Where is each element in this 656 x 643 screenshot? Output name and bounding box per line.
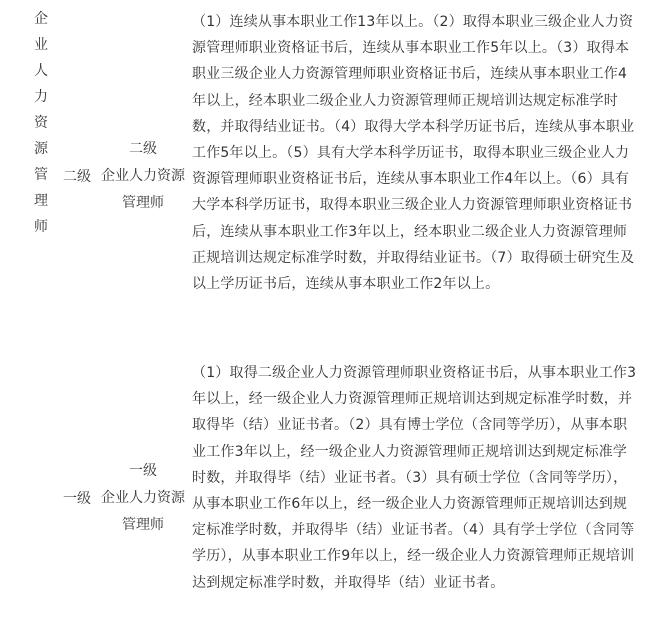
title-line: 管理师 (122, 195, 164, 211)
occupation-name-column (28, 6, 54, 240)
occupation-char: 资 (34, 115, 48, 131)
occupation-char: 业 (34, 37, 48, 53)
title-cell-2 (96, 136, 190, 217)
title-line: 管理师 (122, 517, 164, 533)
title-line: 企业人力资源 (101, 490, 185, 506)
requirements-cell-2: （1）连续从事本职业工作13年以上。（2）取得本职业三级企业人力资源管理师职业资格证书后，连续从事本职业工作5年以上。（3）取得本职业三级企业人力资源管理师职业资格证书后，连续从事本职业工作4年以上，经本职业二级企业人力资源管理师正规培训达规定标准学时数，并取得结业证书。（4）取得大学本科学历证书后，连续从事本职业工作5年以上。（5）具有大学本科学历证书，取得本职业三级企业人力资源管理师职业资格证书后，连续从事本职业工作4年以上。（6）具有大学本科学历证书，取得本职业三级企业人力资源管理师职业资格证书后，连续从事本职业工作3年以上，经本职业二级企业人力资源管理师正规培训达规定标准学时数，并取得结业证书。（7）取得硕士研究生及以上学历证书后，连续从事本职业工作2年以上。 (192, 14, 635, 293)
requirements-cell-1: （1）取得二级企业人力资源管理师职业资格证书后，从事本职业工作3年以上，经一级企业人力资源管理师正规培训达到规定标准学时数，并取得毕（结）业证书者。（2）具有博士学位（含同等学历），从事本职业工作3年以上，经一级企业人力资源管理师正规培训达到规定标准学时数，并取得毕（结）业证书者。（3）具有硕士学位（含同等学历），从事本职业工作6年以上，经一级企业人力资源管理师正规培训达到规定标准学时数，并取得毕（结）业证书者。（4）具有学士学位（含同等学历），从事本职业工作9年以上，经一级企业人力资源管理师正规培训达到规定标准学时数，并取得毕（结）业证书者。 (192, 365, 637, 591)
title-cell-1 (96, 458, 190, 539)
occupation-char: 企 (34, 11, 48, 27)
level-label-1: 一级 (63, 491, 91, 507)
occupation-char: 管 (34, 167, 48, 183)
occupation-char: 力 (34, 89, 48, 105)
occupation-char: 师 (34, 219, 48, 235)
occupation-char: 源 (34, 141, 48, 157)
title-line: 企业人力资源 (101, 168, 185, 184)
title-line: 二级 (129, 141, 157, 157)
title-line: 一级 (129, 463, 157, 479)
occupation-char: 理 (34, 193, 48, 209)
occupation-char: 人 (34, 63, 48, 79)
level-label-2: 二级 (63, 169, 91, 185)
